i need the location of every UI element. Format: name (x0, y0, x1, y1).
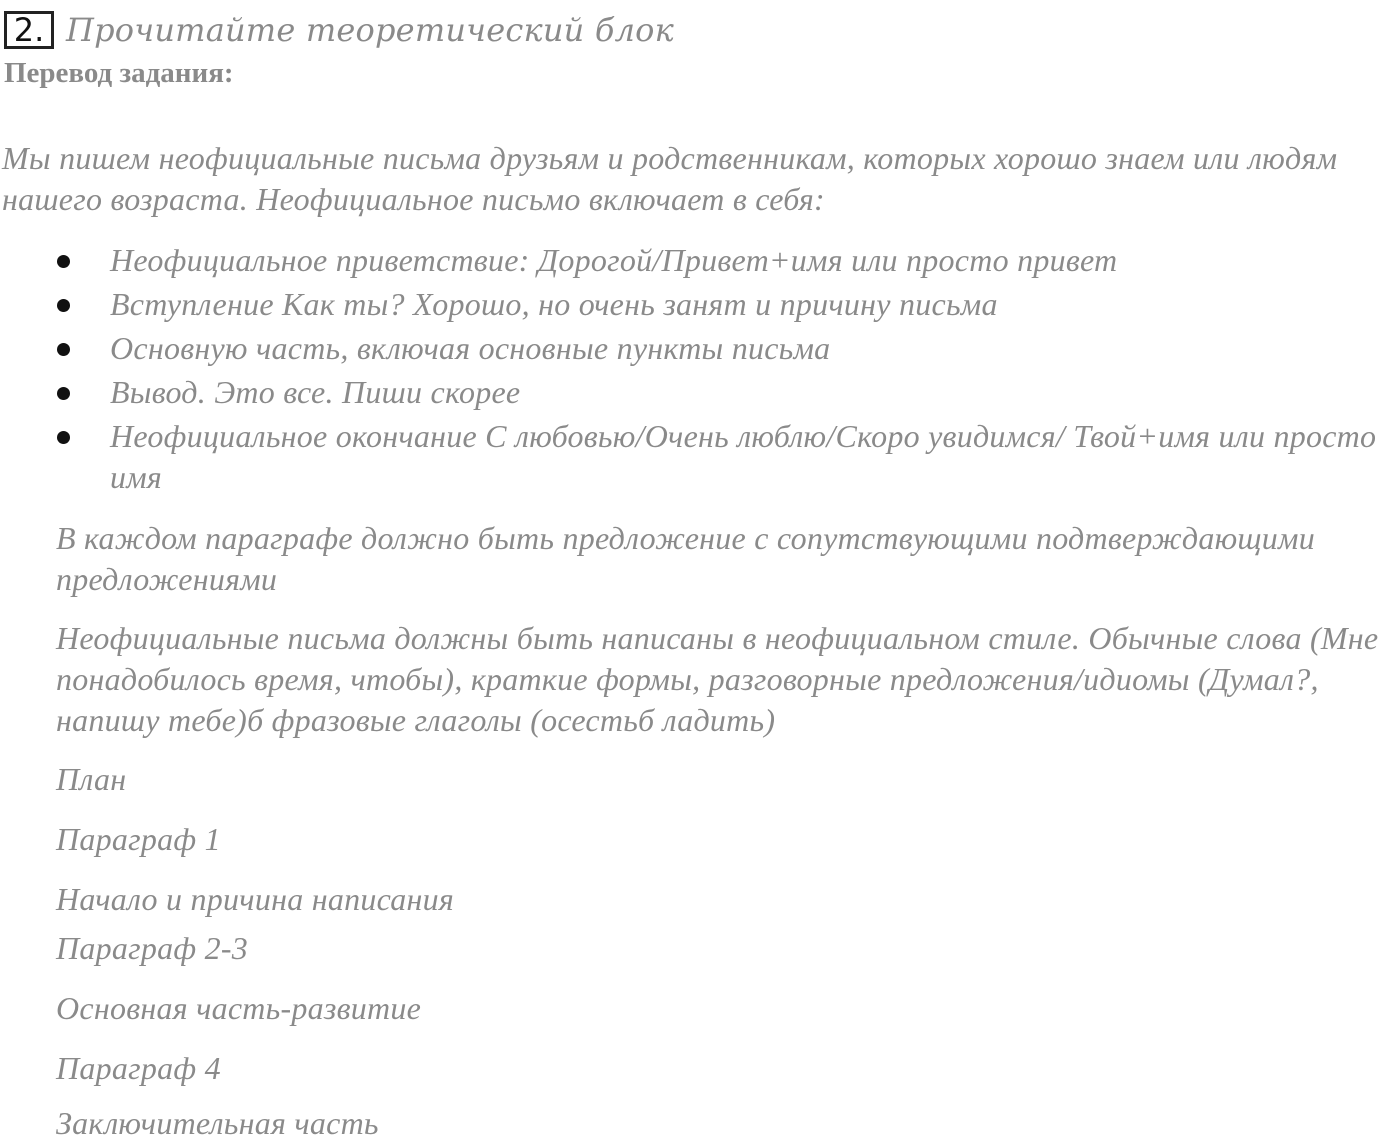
task-title: Прочитайте теоретический блок (66, 11, 674, 49)
paragraph-informal-style: Неофициальные письма должны быть написаны в неофициальном стиле. Обычные слова (Мне понадобилось время, чтобы), краткие формы, разговорные предложения/идиомы (Думал?, напишу тебе)б фразовые глаголы (осестьб ладить) (56, 620, 1379, 738)
list-item (0, 240, 1400, 284)
bullet-list (0, 240, 1400, 498)
bullet-icon (57, 343, 70, 356)
plan-paragraph-2-3: Параграф 2-3 (56, 930, 248, 966)
list-item-text: Неофициальное окончание С любовью/Очень люблю/Скоро увидимся/ Твой+имя или просто имя (110, 418, 1377, 495)
bullet-icon (57, 299, 70, 312)
bullet-icon (57, 255, 70, 268)
list-item (0, 328, 1400, 372)
list-item-text: Основную часть, включая основные пункты письма (110, 330, 831, 366)
paragraph-supporting-sentences: В каждом параграфе должно быть предложение с сопутствующими подтверждающими предложениями (56, 520, 1315, 597)
plan-heading: План (56, 761, 127, 797)
intro-paragraph: Мы пишем неофициальные письма друзьям и родственникам, которых хорошо знаем или людям нашего возраста. Неофициальное письмо включает в себя: (2, 140, 1338, 217)
task-number-box: 2. (4, 11, 54, 49)
bullet-icon (57, 431, 70, 444)
plan-conclusion: Заключительная часть (56, 1105, 379, 1141)
list-item-text: Вывод. Это все. Пиши скорее (110, 374, 521, 410)
plan-main-part: Основная часть-развитие (56, 990, 422, 1026)
task-header (4, 8, 674, 52)
list-item (0, 372, 1400, 416)
plan-paragraph-1: Параграф 1 (56, 821, 221, 857)
plan-start-reason: Начало и причина написания (56, 881, 454, 917)
list-item-text: Неофициальное приветствие: Дорогой/Привет+имя или просто привет (110, 242, 1118, 278)
plan-paragraph-4: Параграф 4 (56, 1050, 221, 1086)
list-item (0, 284, 1400, 328)
list-item-text: Вступление Как ты? Хорошо, но очень занят и причину письма (110, 286, 998, 322)
list-item (0, 416, 1400, 498)
translation-heading: Перевод задания: (4, 57, 234, 89)
bullet-icon (57, 387, 70, 400)
